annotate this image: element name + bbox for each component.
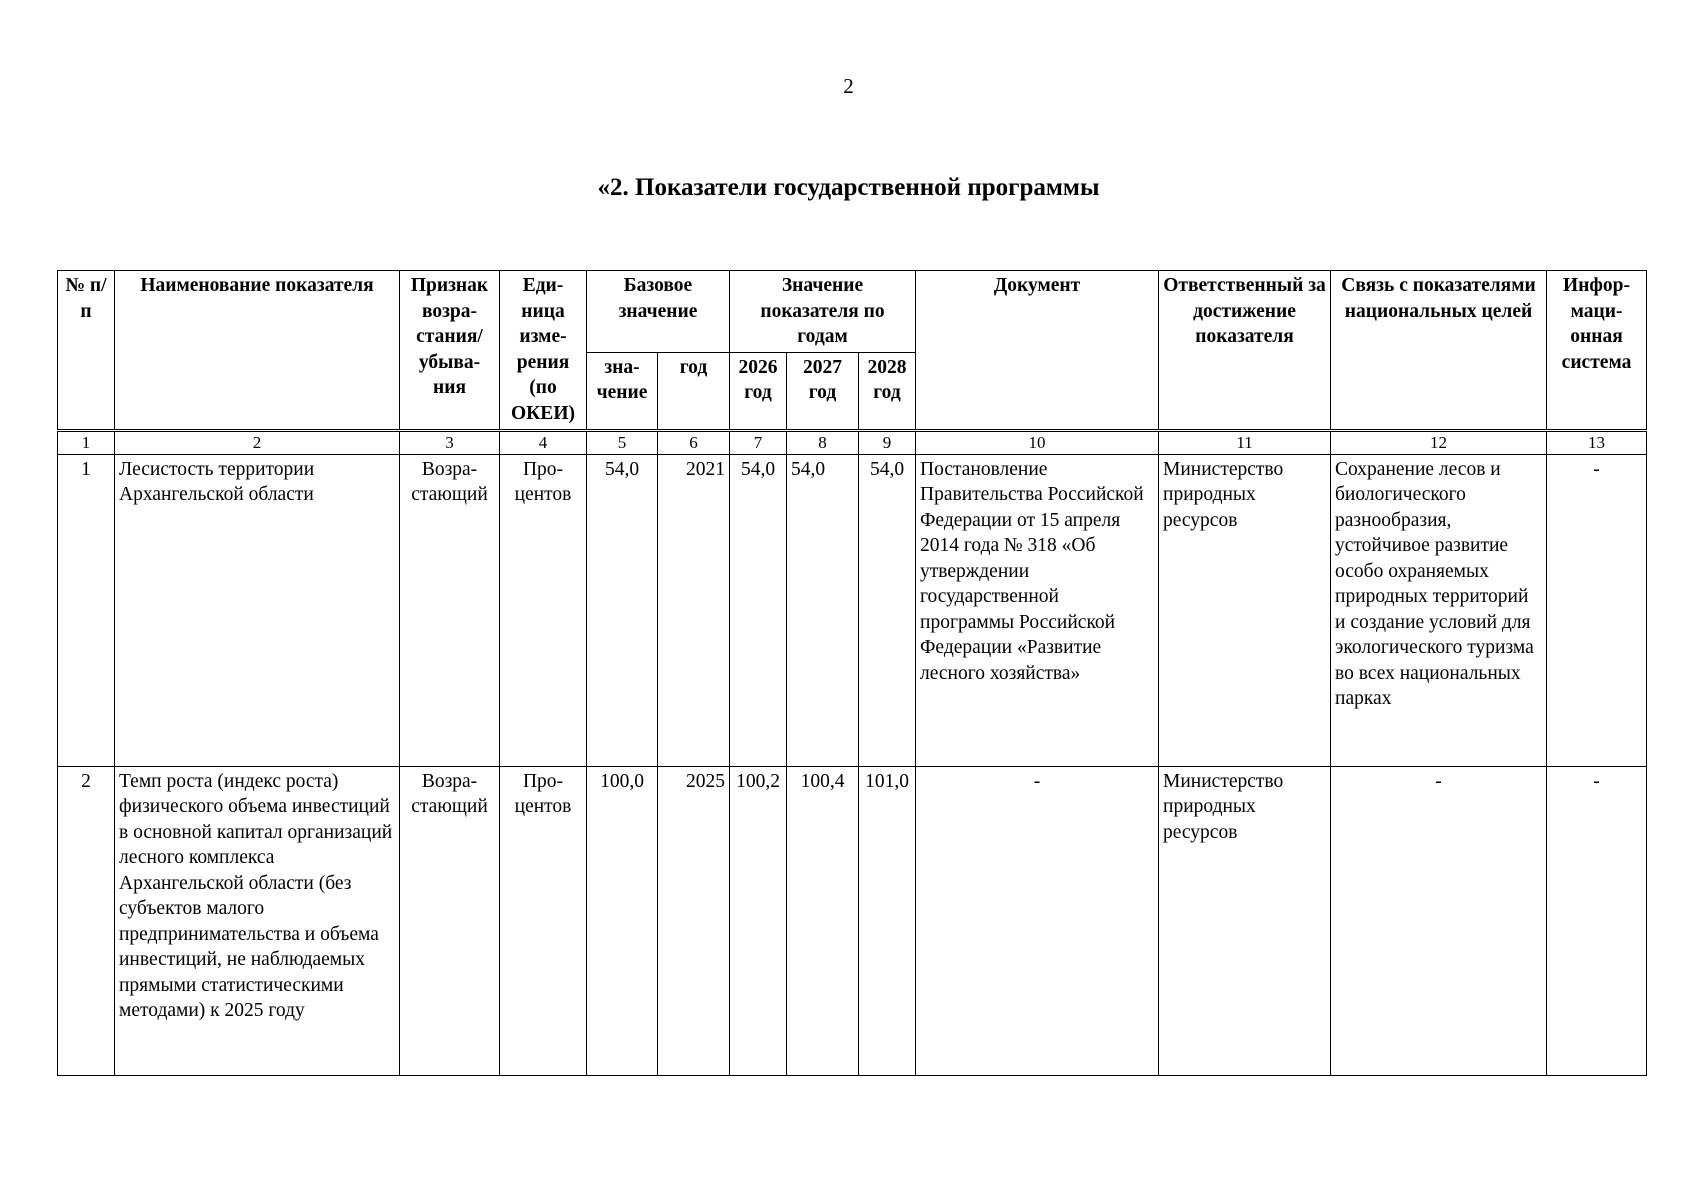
header-responsible: Ответственный за достижение показателя xyxy=(1159,271,1331,431)
cell-link: Сохранение лесов и биологического разнообразия, устойчивое развитие особо охраняемых природных территорий и создание условий для экологического туризма во всех национальных парках xyxy=(1331,454,1547,766)
column-number: 9 xyxy=(859,430,916,454)
page-number: 2 xyxy=(843,74,854,98)
cell-2027: 54,0 xyxy=(787,454,859,766)
header-name: Наименование показателя xyxy=(115,271,400,431)
cell-document: Постановление Правительства Российской Федерации от 15 апреля 2014 года № 318 «Об утверждении государственной программы Российской Федерации «Развитие лесного хозяйства» xyxy=(916,454,1159,766)
column-number: 6 xyxy=(658,430,730,454)
cell-info-system: - xyxy=(1547,454,1647,766)
cell-responsible: Министерство природных ресурсов xyxy=(1159,766,1331,1075)
header-num: № п/п xyxy=(58,271,115,431)
column-number: 5 xyxy=(587,430,658,454)
indicators-table xyxy=(57,270,1647,1076)
cell-name: Темп роста (индекс роста) физического объема инвестиций в основной капитал организаций лесного комплекса Архангельской области (без субъектов малого предпринимательства и объема инвестиций, не наблюдаемых прямыми статистическими методами) к 2025 году xyxy=(115,766,400,1075)
cell-num: 2 xyxy=(58,766,115,1075)
cell-num: 1 xyxy=(58,454,115,766)
header-info-system: Инфор-маци-онная система xyxy=(1547,271,1647,431)
header-base-year: год xyxy=(658,352,730,430)
column-number: 2 xyxy=(115,430,400,454)
header-2026: 2026 год xyxy=(730,352,787,430)
header-row-1 xyxy=(58,271,1647,353)
cell-2027: 100,4 xyxy=(787,766,859,1075)
header-trend: Признак возра-стания/ убыва-ния xyxy=(400,271,500,431)
page-title: «2. Показатели государственной программы xyxy=(597,174,1100,201)
cell-2028: 101,0 xyxy=(859,766,916,1075)
header-2028: 2028 год xyxy=(859,352,916,430)
column-number: 12 xyxy=(1331,430,1547,454)
column-number: 8 xyxy=(787,430,859,454)
header-base: Базовое значение xyxy=(587,271,730,353)
header-values-by-year: Значение показателя по годам xyxy=(730,271,916,353)
cell-base-year: 2021 xyxy=(658,454,730,766)
column-number: 4 xyxy=(500,430,587,454)
column-number: 10 xyxy=(916,430,1159,454)
cell-unit: Про-центов xyxy=(500,454,587,766)
column-number: 11 xyxy=(1159,430,1331,454)
header-link: Связь с показателями национальных целей xyxy=(1331,271,1547,431)
header-base-value: зна-чение xyxy=(587,352,658,430)
column-number: 7 xyxy=(730,430,787,454)
column-numbers-row xyxy=(58,430,1647,454)
cell-base-year: 2025 xyxy=(658,766,730,1075)
cell-responsible: Министерство природных ресурсов xyxy=(1159,454,1331,766)
cell-info-system: - xyxy=(1547,766,1647,1075)
table-row xyxy=(58,454,1647,766)
cell-name: Лесистость территории Архангельской области xyxy=(115,454,400,766)
column-number: 13 xyxy=(1547,430,1647,454)
column-number: 1 xyxy=(58,430,115,454)
header-unit: Еди-ница изме-рения (по ОКЕИ) xyxy=(500,271,587,431)
header-document: Документ xyxy=(916,271,1159,431)
cell-2028: 54,0 xyxy=(859,454,916,766)
cell-unit: Про-центов xyxy=(500,766,587,1075)
cell-2026: 100,2 xyxy=(730,766,787,1075)
cell-document: - xyxy=(916,766,1159,1075)
cell-trend: Возра-стающий xyxy=(400,454,500,766)
cell-base-value: 54,0 xyxy=(587,454,658,766)
cell-2026: 54,0 xyxy=(730,454,787,766)
cell-link: - xyxy=(1331,766,1547,1075)
table-row xyxy=(58,766,1647,1075)
header-2027: 2027 год xyxy=(787,352,859,430)
column-number: 3 xyxy=(400,430,500,454)
cell-base-value: 100,0 xyxy=(587,766,658,1075)
cell-trend: Возра-стающий xyxy=(400,766,500,1075)
